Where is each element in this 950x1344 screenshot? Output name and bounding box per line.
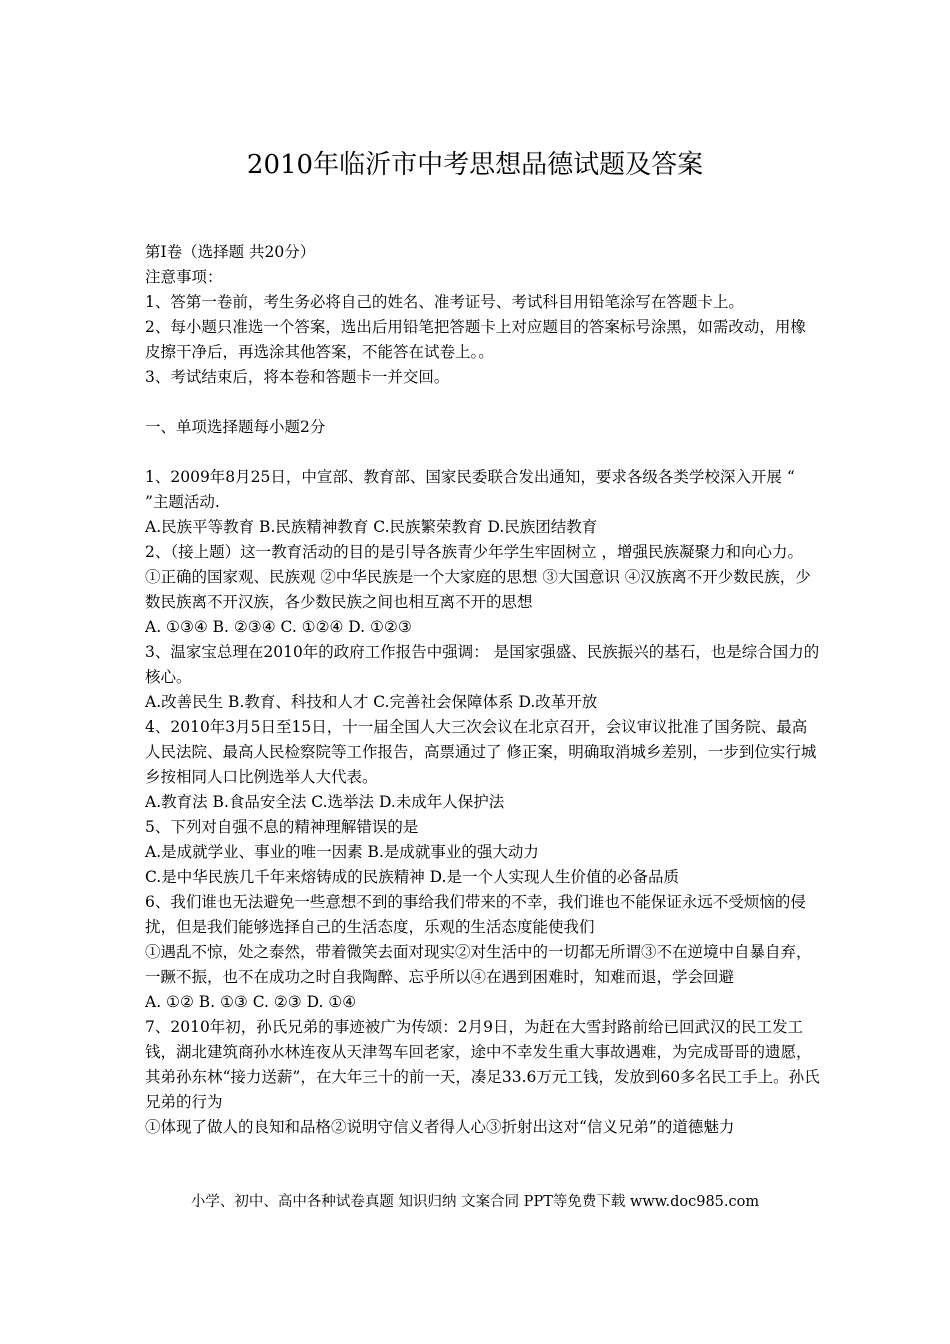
paragraph: A. ①③④ B. ②③④ C. ①②④ D. ①②③	[145, 618, 412, 636]
paragraph: 1、答第一卷前，考生务必将自己的姓名、准考证号、考试科目用铅笔涂写在答题卡上。	[145, 293, 744, 311]
paragraph: 第Ⅰ卷（选择题 共20分）	[145, 243, 316, 261]
paragraph: A.是成就学业、事业的唯一因素 B.是成就事业的强大动力	[145, 843, 539, 861]
paragraph: ①遇乱不惊，处之泰然，带着微笑去面对现实②对生活中的一切都无所谓③不在逆境中自暴自弃，一蹶不振，也不在成功之时自我陶醉、忘乎所以④在遇到困难时，知难而退，学会回避	[145, 943, 812, 986]
paragraph: A.教育法 B.食品安全法 C.选举法 D.未成年人保护法	[145, 793, 505, 811]
paragraph: 2、每小题只准选一个答案，选出后用铅笔把答题卡上对应题目的答案标号涂黑，如需改动，用橡皮擦干净后，再选涂其他答案，不能答在试卷上。。	[145, 318, 806, 361]
paragraph: 4、2010年3月5日至15日，十一届全国人大三次会议在北京召开，会议审议批准了国务院、最高人民法院、最高人民检察院等工作报告，高票通过了 修正案，明确取消城乡差别，一步到位实行城乡按相同人口比例选举人大代表。	[145, 718, 817, 786]
paragraph: A. ①② B. ①③ C. ②③ D. ①④	[145, 993, 357, 1011]
paragraph: A.改善民生 B.教育、科技和人才 C.完善社会保障体系 D.改革开放	[145, 693, 598, 711]
paragraph: 2、（接上题）这一教育活动的目的是引导各族青少年学生牢固树立 ，增强民族凝聚力和向心力。	[145, 543, 804, 561]
paragraph: 1、2009年8月25日，中宣部、教育部、国家民委联合发出通知，要求各级各类学校深入开展 “ ”主题活动.	[145, 468, 795, 511]
paragraph: C.是中华民族几千年来熔铸成的民族精神 D.是一个人实现人生价值的必备品质	[145, 868, 679, 886]
paragraph: 5、下列对自强不息的精神理解错误的是	[145, 818, 419, 836]
paragraph: 7、2010年初，孙氏兄弟的事迹被广为传颂：2月9日，为赶在大雪封路前给已回武汉的民工发工钱，湖北建筑商孙水林连夜从天津驾车回老家，途中不幸发生重大事故遇难，为完成哥哥的遗愿，其弟孙东林“接力送薪”，在大年三十的前一天，凑足33.6万元工钱，发放到60多名民工手上。孙氏兄弟的行为	[145, 1018, 820, 1111]
document-body	[145, 240, 820, 1140]
paragraph: 3、考试结束后，将本卷和答题卡一并交回。	[145, 368, 450, 386]
paragraph: 6、我们谁也无法避免一些意想不到的事给我们带来的不幸，我们谁也不能保证永远不受烦恼的侵扰，但是我们能够选择自己的生活态度，乐观的生活态度能使我们	[145, 893, 806, 936]
document-title: 2010年临沂市中考思想品德试题及答案	[246, 150, 704, 180]
paragraph: 注意事项：	[145, 268, 223, 286]
blank-line	[145, 440, 820, 465]
paragraph: 3、温家宝总理在2010年的政府工作报告中强调： 是国家强盛、民族振兴的基石，也是综合国力的核心。	[145, 643, 820, 686]
paragraph: ①正确的国家观、民族观 ②中华民族是一个大家庭的思想 ③大国意识 ④汉族离不开少数民族，少数民族离不开汉族，各少数民族之间也相互离不开的思想	[145, 568, 811, 611]
page-footer: 小学、初中、高中各种试卷真题 知识归纳 文案合同 PPT等免费下载 www.doc985.com	[190, 1194, 760, 1210]
blank-line	[145, 390, 820, 415]
paragraph: 一、单项选择题每小题2分	[145, 418, 326, 436]
paragraph: A.民族平等教育 B.民族精神教育 C.民族繁荣教育 D.民族团结教育	[145, 518, 598, 536]
paragraph: ①体现了做人的良知和品格②说明守信义者得人心③折射出这对“信义兄弟”的道德魅力	[145, 1118, 735, 1136]
